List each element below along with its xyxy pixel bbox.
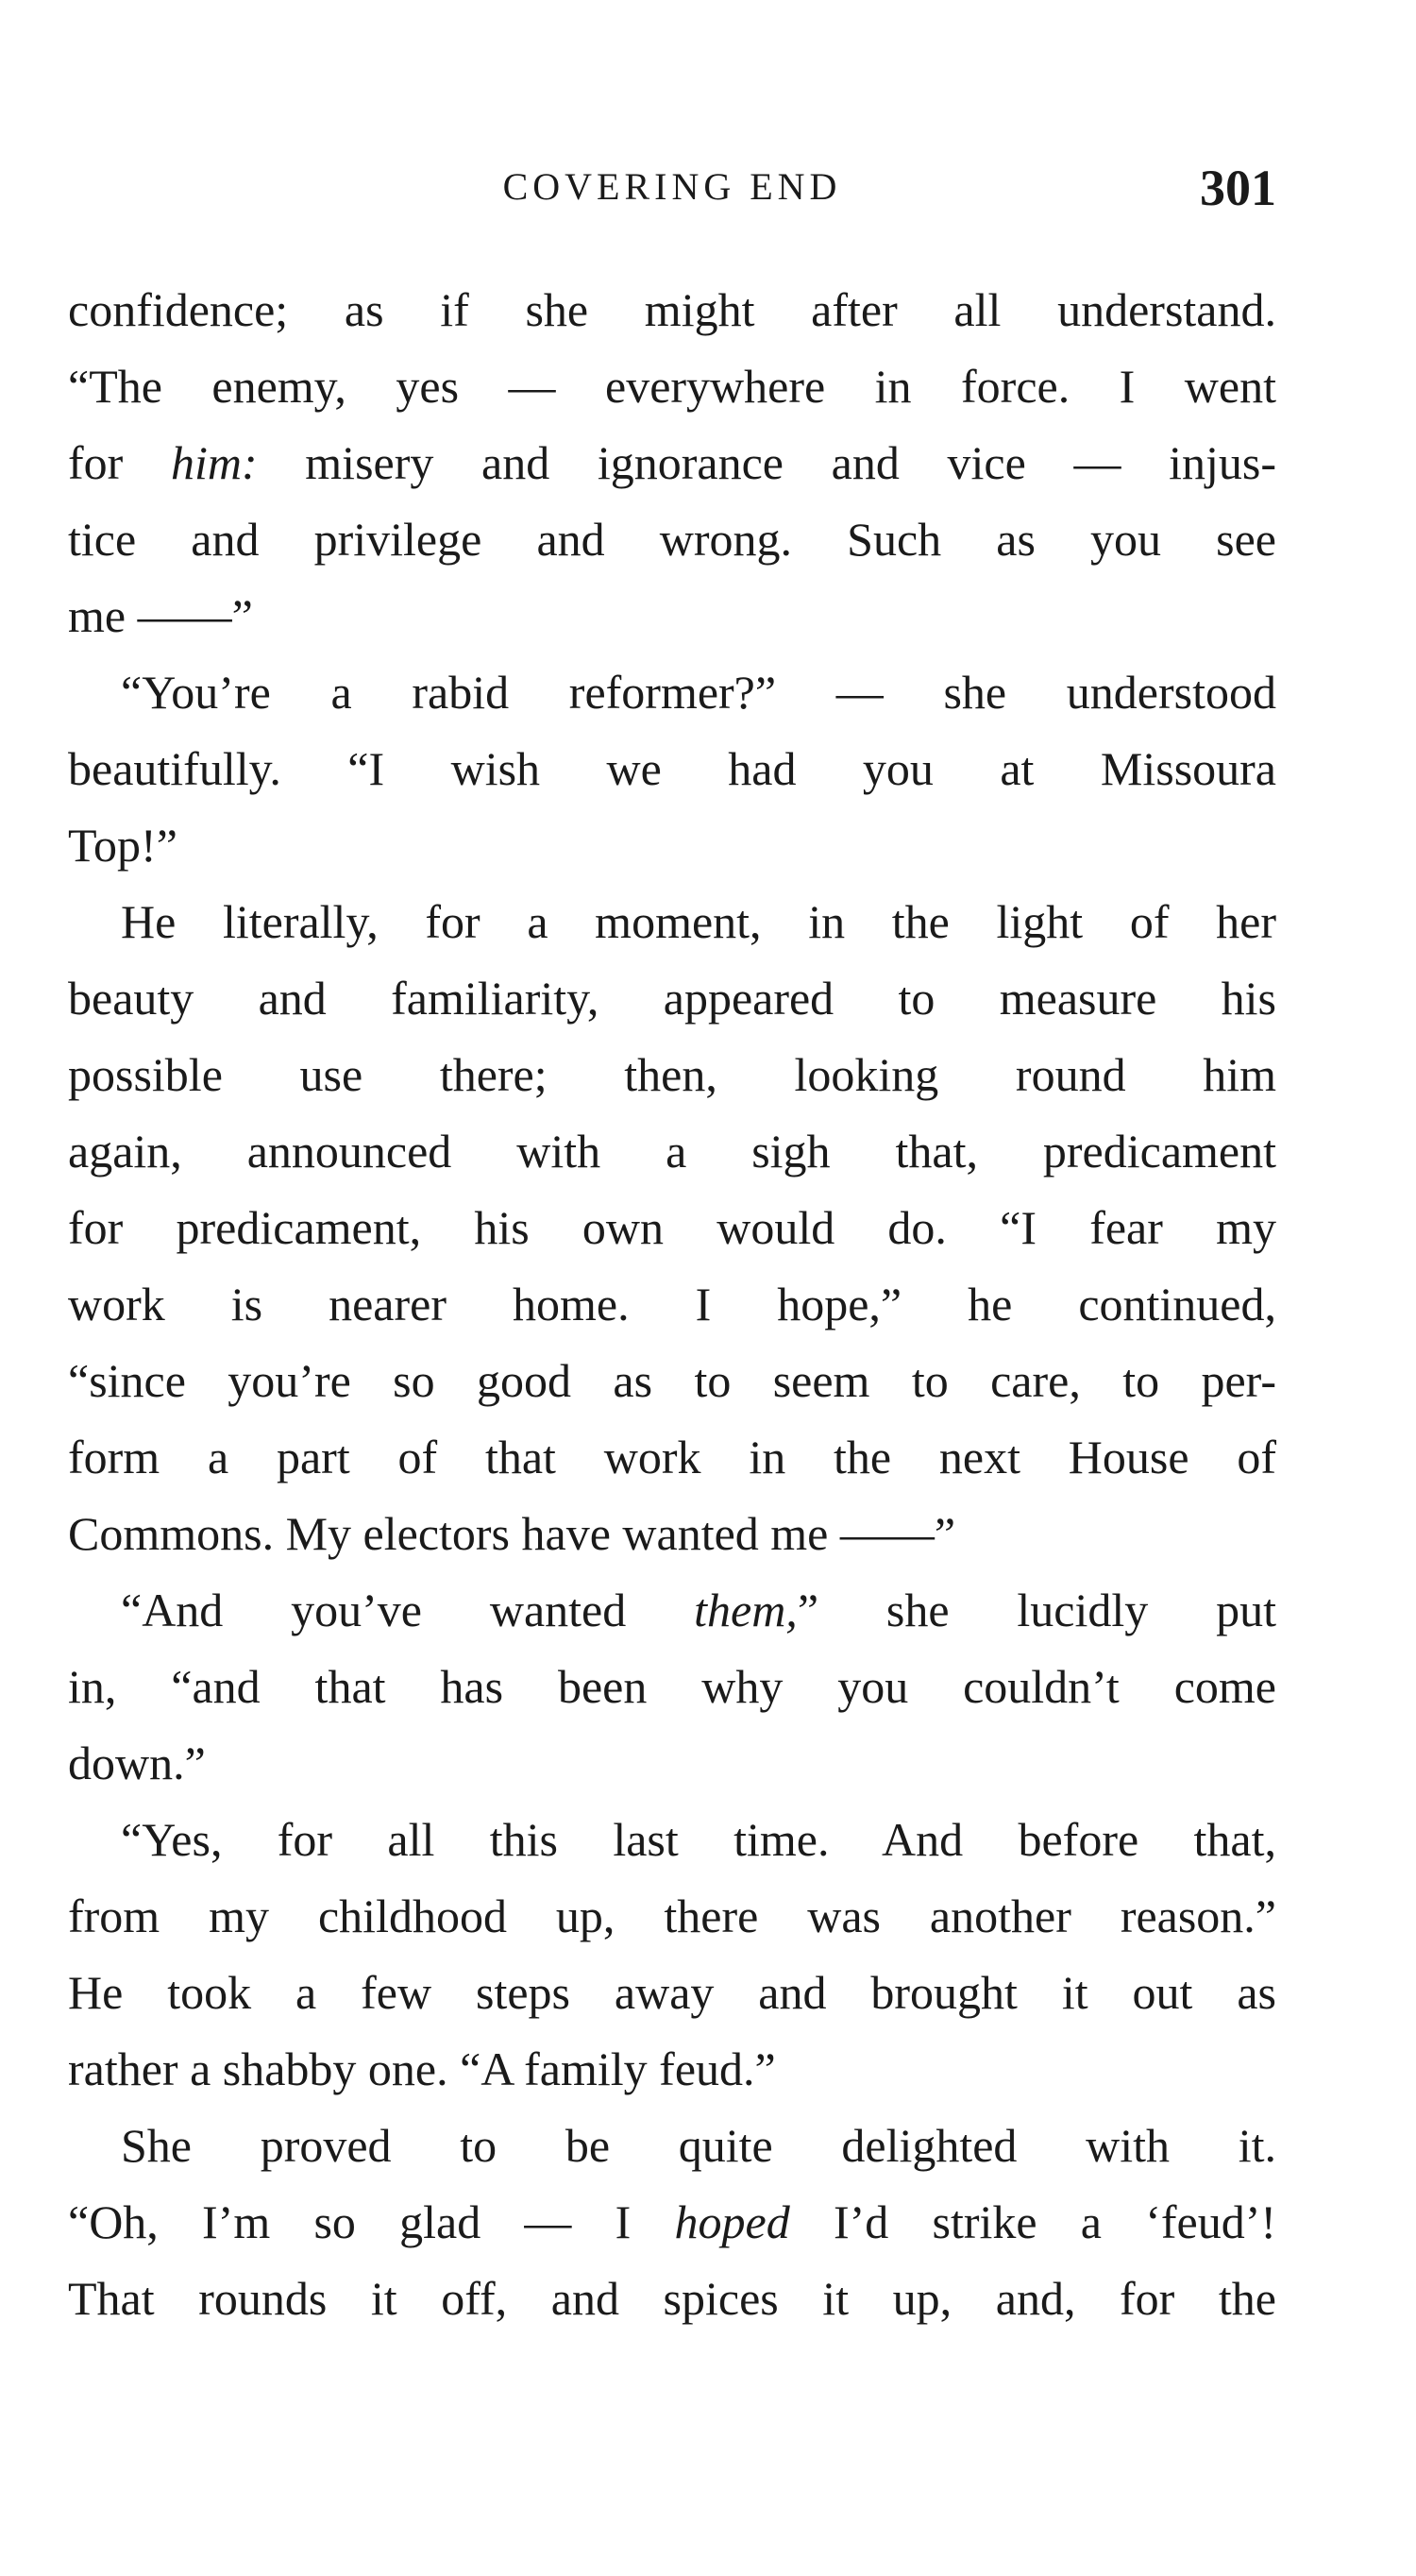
line-text: me ——” <box>68 589 253 642</box>
line-text: He literally, for a moment, in the light of her <box>121 895 1276 948</box>
text-line <box>68 807 1276 884</box>
line-text: “The enemy, yes — everywhere in force. I went <box>68 360 1276 413</box>
text-line <box>68 1037 1276 1113</box>
line-text: “Oh, I’m so glad — I <box>68 2195 675 2248</box>
text-line <box>68 1266 1276 1343</box>
line-text: again, announced with a sigh that, predicament <box>68 1125 1276 1178</box>
text-line <box>68 2031 1276 2108</box>
text-line <box>68 654 1276 731</box>
text-line <box>68 348 1276 425</box>
line-text: That rounds it off, and spices it up, and, for the <box>68 2272 1276 2325</box>
text-line <box>68 1113 1276 1190</box>
line-text: in, “and that has been why you couldn’t come <box>68 1660 1276 1713</box>
text-line <box>68 501 1276 578</box>
line-text: ” she lucidly put <box>797 1584 1276 1636</box>
text-line <box>68 1496 1276 1572</box>
line-text: Top!” <box>68 819 177 872</box>
page-number: 301 <box>1200 160 1276 216</box>
italic-text: hoped <box>674 2195 790 2248</box>
italic-text: him: <box>170 436 258 489</box>
text-line <box>68 1725 1276 1802</box>
running-head <box>68 159 1276 215</box>
line-text: I’d strike a ‘feud’! <box>789 2195 1276 2248</box>
text-line <box>68 1572 1276 1649</box>
text-line <box>68 2108 1276 2184</box>
text-line <box>68 578 1276 654</box>
line-text: confidence; as if she might after all understand. <box>68 283 1276 336</box>
line-text: He took a few steps away and brought it out as <box>68 1966 1276 2019</box>
line-text: “Yes, for all this last time. And before that, <box>121 1813 1276 1866</box>
line-text: “You’re a rabid reformer?” — she understood <box>121 666 1276 719</box>
text-line <box>68 960 1276 1037</box>
running-title: COVERING END <box>502 165 842 208</box>
line-text: “And you’ve wanted <box>121 1584 695 1636</box>
line-text: Commons. My electors have wanted me ——” <box>68 1507 956 1560</box>
line-text: down.” <box>68 1737 206 1789</box>
body-text <box>68 272 1276 2337</box>
text-line <box>68 731 1276 807</box>
text-line <box>68 884 1276 960</box>
line-text: beauty and familiarity, appeared to measure his <box>68 972 1276 1025</box>
text-line <box>68 272 1276 348</box>
text-line <box>68 1190 1276 1266</box>
line-text: beautifully. “I wish we had you at Missoura <box>68 742 1276 795</box>
text-line <box>68 1955 1276 2031</box>
text-line <box>68 1649 1276 1725</box>
text-line <box>68 1802 1276 1878</box>
text-line <box>68 2261 1276 2337</box>
text-line <box>68 1419 1276 1496</box>
line-text: possible use there; then, looking round him <box>68 1048 1276 1101</box>
text-line <box>68 1878 1276 1955</box>
line-text: rather a shabby one. “A family feud.” <box>68 2042 776 2095</box>
line-text: misery and ignorance and vice — injus- <box>257 436 1276 489</box>
line-text: work is nearer home. I hope,” he continued, <box>68 1278 1276 1330</box>
line-text: for <box>68 436 171 489</box>
line-text: form a part of that work in the next House of <box>68 1431 1276 1483</box>
text-line <box>68 425 1276 501</box>
text-line <box>68 2184 1276 2261</box>
line-text: tice and privilege and wrong. Such as you see <box>68 513 1276 566</box>
line-text: She proved to be quite delighted with it. <box>121 2119 1276 2172</box>
line-text: for predicament, his own would do. “I fear my <box>68 1201 1276 1254</box>
italic-text: them, <box>694 1584 798 1636</box>
text-line <box>68 1343 1276 1419</box>
line-text: from my childhood up, there was another reason.” <box>68 1890 1276 1942</box>
line-text: “since you’re so good as to seem to care, to per- <box>68 1354 1276 1407</box>
